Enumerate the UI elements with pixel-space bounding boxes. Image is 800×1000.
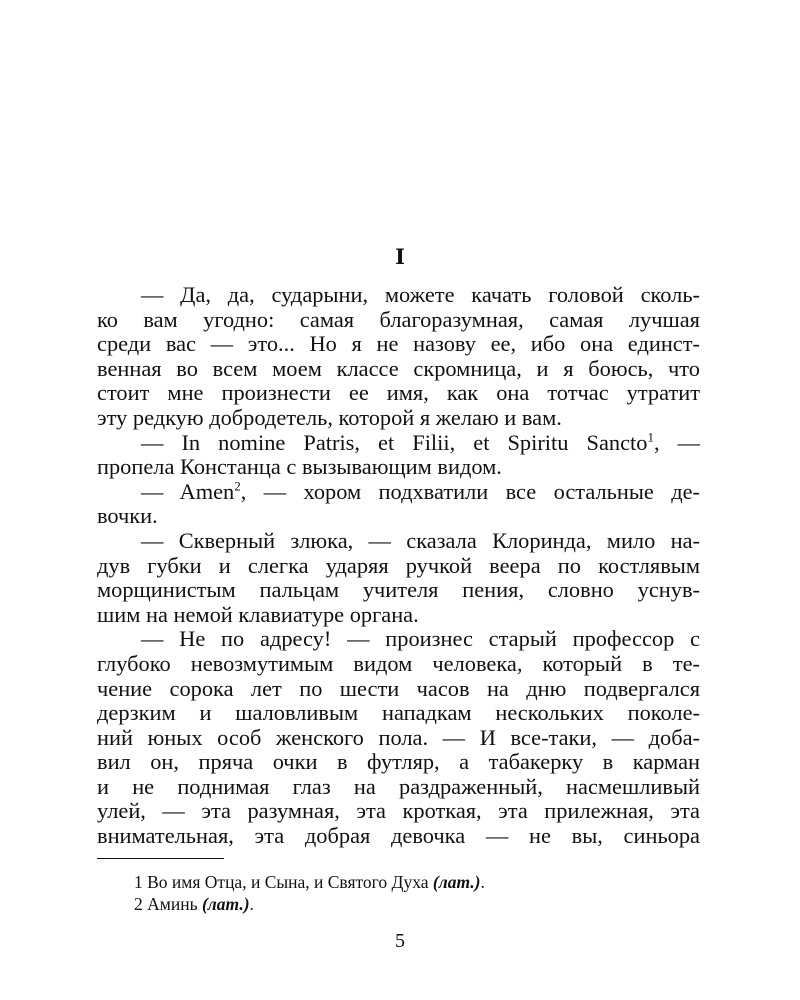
text-line: вил он, пряча очки в футляр, а табакерку в карман [97,749,700,775]
text-line: пропела Констанца с вызывающим видом. [97,454,502,480]
footnote-marker: 2 [234,478,241,494]
text-fragment: — In nomine Patris, et Filii, et Spiritu Sancto [141,429,648,455]
page-number: 5 [395,930,405,952]
text-line: улей, — эта разумная, эта кроткая, эта прилежная, эта [97,798,700,824]
footnote-end: . [480,872,485,892]
text-fragment: — Amen [141,478,235,504]
footnote-item [134,871,485,893]
footnote-marker: 1 [647,429,654,445]
footnotes [134,871,485,915]
text-line [97,480,700,505]
text-line [97,431,700,456]
text-line: стоит мне произнести ее имя, как она тотчас утратит [97,380,700,406]
text-line: вочки. [97,503,158,529]
footnote-item [134,893,485,915]
text-fragment: , — хором подхватили все остальные де- [240,478,700,504]
footnote-language: (лат.) [201,894,250,914]
text-line: эту редкую добродетель, которой я желаю и вам. [97,404,562,430]
text-line: ко вам угодно: самая благоразумная, самая лучшая [97,306,700,332]
chapter-heading: I [395,244,405,269]
body-text [97,283,700,849]
footnote-number: 2 [134,894,143,914]
footnote-language: (лат.) [432,872,481,892]
text-line: внимательная, эта добрая девочка — не вы, синьора [97,823,700,849]
footnote-text: Во имя Отца, и Сына, и Святого Духа [142,872,433,892]
footnote-number: 1 [134,872,143,892]
footnote-end: . [249,894,254,914]
text-fragment: , — [653,429,700,455]
text-line: морщинистым пальцам учителя пения, словно уснув- [97,577,700,603]
text-line: дерзким и шаловливым нападкам нескольких поколе- [97,700,700,726]
text-line: — Скверный злюка, — сказала Клоринда, мило на- [141,527,700,553]
text-line: — Не по адресу! — произнес старый профессор с [141,626,700,652]
text-line: глубоко невозмутимым видом человека, который в те- [97,650,700,676]
text-line: среди вас — это... Но я не назову ее, ибо она единст- [97,331,700,357]
text-line: чение сорока лет по шести часов на дню подвергался [97,675,700,701]
footnote-text: Аминь [142,894,202,914]
footnote-divider [97,858,224,859]
text-line: — Да, да, сударыни, можете качать головой сколь- [141,282,700,307]
text-line: дув губки и слегка ударяя ручкой веера по костлявым [97,552,700,578]
text-line: ний юных особ женского пола. — И все-таки, — доба- [97,724,700,750]
text-line: шим на немой клавиатуре органа. [97,601,419,627]
text-line: и не поднимая глаз на раздраженный, насмешливый [97,773,700,799]
text-line: венная во всем моем классе скромница, и я боюсь, что [97,355,700,381]
